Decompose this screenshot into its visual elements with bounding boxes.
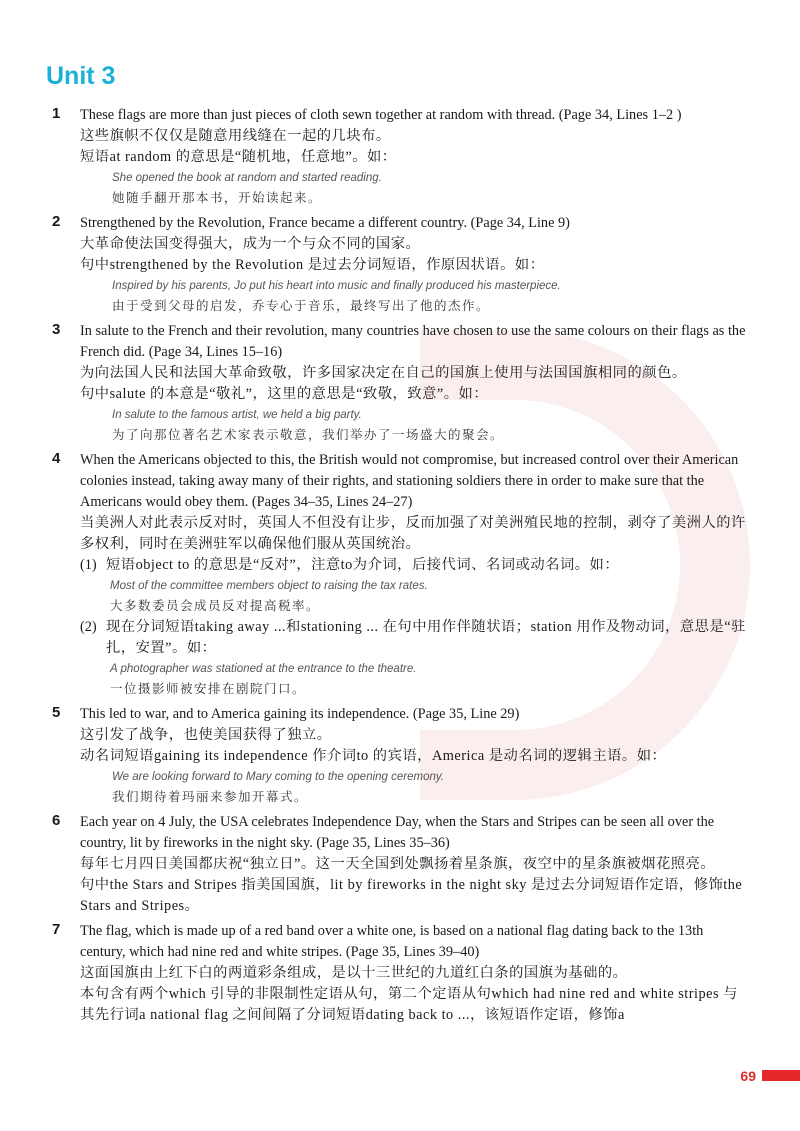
sub-note-number: (2) bbox=[80, 619, 97, 635]
notes-list bbox=[52, 105, 752, 1030]
note-chinese-translation: 每年七月四日美国都庆祝“独立日”。这一天全国到处飘扬着星条旗，夜空中的星条旗被烟花照亮。 bbox=[80, 856, 716, 872]
note-number: 4 bbox=[52, 450, 61, 467]
note-number: 1 bbox=[52, 105, 61, 122]
example-chinese: 我们期待着玛丽来参加开幕式。 bbox=[112, 790, 309, 804]
note-explanation: 短语object to 的意思是“反对”，注意to为介词，后接代词、名词或动名词。如： bbox=[106, 557, 620, 573]
note-number: 3 bbox=[52, 321, 61, 338]
note-item-5 bbox=[52, 704, 752, 808]
note-number: 2 bbox=[52, 213, 61, 230]
example-english: In salute to the famous artist, we held a big party. bbox=[112, 409, 362, 421]
example-chinese: 她随手翻开那本书，开始读起来。 bbox=[112, 191, 323, 205]
example-english: Inspired by his parents, Jo put his heart into music and finally produced his masterpiece. bbox=[112, 280, 561, 292]
note-item-3 bbox=[52, 321, 752, 446]
note-explanation: 短语at random 的意思是“随机地，任意地”。如： bbox=[80, 149, 397, 165]
note-item-6 bbox=[52, 812, 752, 917]
note-english-sentence: Strengthened by the Revolution, France became a different country. (Page 34, Line 9) bbox=[80, 215, 570, 231]
note-explanation: 句中strengthened by the Revolution 是过去分词短语，作原因状语。如： bbox=[80, 257, 545, 273]
note-explanation: 句中salute 的本意是“敬礼”，这里的意思是“致敬，致意”。如： bbox=[80, 386, 489, 402]
note-item-1 bbox=[52, 105, 752, 209]
note-english-sentence: In salute to the French and their revolution, many countries have chosen to use the same colours on their flags as the French did. (Page 34, Lines 15–16) bbox=[80, 323, 746, 360]
note-item-2 bbox=[52, 213, 752, 317]
sub-note-number: (1) bbox=[80, 557, 97, 573]
note-chinese-translation: 这引发了战争，也使美国获得了独立。 bbox=[80, 727, 332, 743]
note-number: 6 bbox=[52, 812, 61, 829]
note-number: 5 bbox=[52, 704, 61, 721]
note-chinese-translation: 这面国旗由上红下白的两道彩条组成，是以十三世纪的九道红白条的国旗为基础的。 bbox=[80, 965, 628, 981]
page-number: 69 bbox=[740, 1068, 756, 1084]
note-english-sentence: The flag, which is made up of a red band over a white one, is based on a national flag dating back to the 13th century, which had nine red and white stripes. (Page 35, Lines 39–40) bbox=[80, 923, 704, 960]
unit-title: Unit 3 bbox=[46, 62, 116, 90]
note-chinese-translation: 当美洲人对此表示反对时，英国人不但没有让步，反而加强了对美洲殖民地的控制，剥夺了美洲人的许多权利，同时在美洲驻军以确保他们服从英国统治。 bbox=[80, 515, 746, 552]
note-explanation: 本句含有两个which 引导的非限制性定语从句，第二个定语从句which had nine red and white stripes 与其先行词a national flag 之间间隔了分词短语dating back to ...，该短语作定语，修饰a bbox=[80, 986, 738, 1023]
note-item-7 bbox=[52, 921, 752, 1026]
page-number-bar bbox=[762, 1070, 800, 1081]
note-english-sentence: This led to war, and to America gaining its independence. (Page 35, Line 29) bbox=[80, 706, 520, 722]
example-english: We are looking forward to Mary coming to the opening ceremony. bbox=[112, 771, 444, 783]
example-chinese: 一位摄影师被安排在剧院门口。 bbox=[110, 682, 307, 696]
example-chinese: 大多数委员会成员反对提高税率。 bbox=[110, 599, 321, 613]
example-chinese: 由于受到父母的启发，乔专心于音乐，最终写出了他的杰作。 bbox=[112, 299, 491, 313]
note-item-4 bbox=[52, 450, 752, 700]
note-chinese-translation: 大革命使法国变得强大，成为一个与众不同的国家。 bbox=[80, 236, 421, 252]
note-explanation: 动名词短语gaining its independence 作介词to 的宾语，America 是动名词的逻辑主语。如： bbox=[80, 748, 667, 764]
note-explanation: 现在分词短语taking away ...和stationing ... 在句中用作伴随状语；station 用作及物动词，意思是“驻扎，安置”。如： bbox=[106, 619, 746, 656]
note-english-sentence: Each year on 4 July, the USA celebrates Independence Day, when the Stars and Stripes can be seen all over the country, lit by fireworks in the night sky. (Page 35, Lines 35–36) bbox=[80, 814, 715, 851]
example-english: She opened the book at random and started reading. bbox=[112, 172, 382, 184]
note-english-sentence: When the Americans objected to this, the British would not compromise, but increased control over their American colonies instead, taking away many of their rights, and stationing soldiers there in order to make sure that the Americans would obey them. (Pages 34–35, Lines 24–27) bbox=[80, 452, 739, 510]
example-english: A photographer was stationed at the entrance to the theatre. bbox=[110, 663, 417, 675]
note-chinese-translation: 这些旗帜不仅仅是随意用线缝在一起的几块布。 bbox=[80, 128, 391, 144]
sub-note-1 bbox=[80, 555, 752, 617]
note-explanation: 句中the Stars and Stripes 指美国国旗，lit by fireworks in the night sky 是过去分词短语作定语，修饰the Stars and Stripes。 bbox=[80, 877, 743, 914]
example-chinese: 为了向那位著名艺术家表示敬意，我们举办了一场盛大的聚会。 bbox=[112, 428, 505, 442]
note-english-sentence: These flags are more than just pieces of cloth sewn together at random with thread. (Page 34, Lines 1–2 ) bbox=[80, 107, 682, 123]
sub-note-2 bbox=[80, 617, 752, 700]
note-chinese-translation: 为向法国人民和法国大革命致敬，许多国家决定在自己的国旗上使用与法国国旗相同的颜色。 bbox=[80, 365, 687, 381]
example-english: Most of the committee members object to raising the tax rates. bbox=[110, 580, 428, 592]
note-number: 7 bbox=[52, 921, 61, 938]
